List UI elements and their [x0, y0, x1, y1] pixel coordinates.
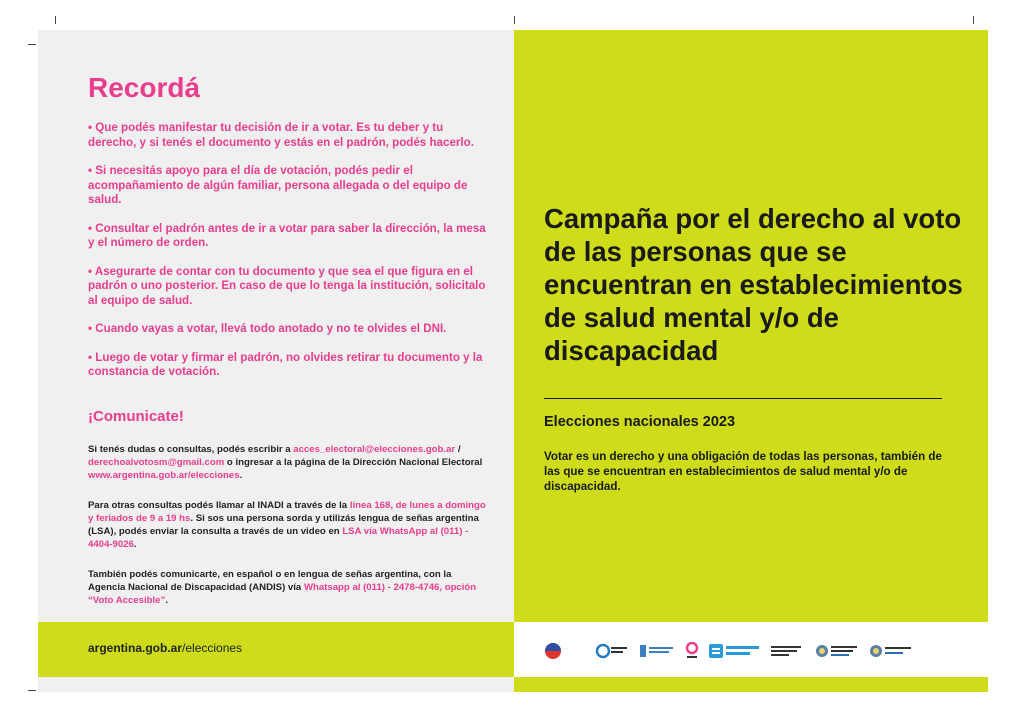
justicia-logo-icon: [815, 642, 859, 660]
crop-mark: [514, 16, 515, 24]
email-link-electoral[interactable]: acces_electoral@elecciones.gob.ar: [293, 444, 456, 455]
campaign-title: Campaña por el derecho al voto de las personas que se encuentran en establecimientos de salud mental y/o de discapacidad: [544, 203, 963, 366]
inadi-line-highlight: línea 168, de lunes a domingo y feriados de 9 a 19 hs: [88, 500, 486, 524]
logo-strip: [544, 640, 964, 662]
crop-mark: [973, 16, 974, 24]
right-panel: [514, 30, 988, 622]
text: Si tenés dudas o consultas, podés escribir a: [88, 444, 294, 455]
circle-flag-logo-icon: [544, 642, 585, 660]
list-item: • Consultar el padrón antes de ir a votar para saber la dirección, la mesa y el número de orden.: [88, 221, 486, 249]
list-item: • Cuando vayas a votar, llevá todo anotado y no te olvides el DNI.: [88, 322, 447, 335]
text: .: [165, 595, 168, 606]
contact-paragraph-andis: [88, 568, 488, 607]
campaign-description: Votar es un derecho y una obligación de todas las personas, también de las que se encuentran en establecimientos de salud mental y/o de discapacidad.: [544, 450, 942, 493]
list-item: • Que podés manifestar tu decisión de ir a votar. Es tu deber y tu derecho, y si tenés el documento y estás en el padrón, podés hacerlo.: [88, 121, 474, 149]
bottom-strip-left: [38, 677, 514, 692]
recorda-heading: Recordá: [88, 72, 201, 103]
lsa-whatsapp-highlight: LSA vía WhatsApp al (011) - 4404-9026: [88, 526, 469, 550]
cloud-logo-icon: [595, 643, 629, 659]
text: .: [239, 470, 243, 481]
ddhh-logo-icon: [771, 643, 805, 659]
contact-paragraph-inadi: [88, 499, 488, 551]
andis-whatsapp-highlight: Whatsapp al (011) - 2478-4746, opción “Voto Accesible”: [88, 582, 477, 606]
list-item: • Luego de votar y firmar el padrón, no olvides retirar tu documento y la constancia de votación.: [88, 350, 483, 378]
footer-url-path: /elecciones: [182, 641, 243, 655]
text: También podés comunicarte, en español o en lengua de señas argentina, con la Agencia Nacional de Discapacidad (ANDIS) vía: [88, 569, 452, 593]
text: . Si sos una persona sorda y utilizás lengua de señas argentina (LSA), podés enviar la consulta a través de un video en: [88, 513, 479, 537]
elections-subtitle: Elecciones nacionales 2023: [544, 414, 736, 430]
footer-url-domain: argentina.gob.ar: [88, 641, 183, 655]
dne-logo-icon: [709, 643, 761, 659]
footer-url[interactable]: [88, 641, 242, 655]
reminder-list: [88, 121, 488, 394]
left-panel: [38, 30, 514, 622]
list-item: • Asegurarte de contar con tu documento y que sea el que figura en el padrón o uno posterior. En caso de que lo tenga la institución, solicitalo al equipo de salud.: [88, 264, 486, 307]
footer-left: [38, 622, 514, 677]
salud-logo-icon: [869, 642, 913, 660]
text: /: [455, 444, 461, 455]
crop-mark: [55, 16, 56, 24]
crop-mark: [28, 690, 36, 691]
text: .: [133, 539, 137, 550]
website-link[interactable]: www.argentina.gob.ar/elecciones: [88, 470, 240, 481]
text: o ingresar a la página de la Dirección Nacional Electoral: [224, 457, 483, 468]
contact-paragraph-email: [88, 443, 488, 482]
email-link-derechoalvoto[interactable]: derechoalvotosm@gmail.com: [88, 457, 225, 468]
divider: [544, 398, 942, 399]
inadi-logo-icon: [685, 642, 699, 660]
list-item: • Si necesitás apoyo para el día de votación, podés pedir el acompañamiento de algún familiar, persona allegada o del equipo de salud.: [88, 164, 468, 206]
text: Para otras consultas podés llamar al INADI a través de la: [88, 500, 350, 511]
crop-mark: [28, 44, 36, 45]
comunicate-heading: ¡Comunicate!: [88, 408, 184, 425]
bottom-strip-right: [514, 677, 988, 692]
footer-logos: [514, 622, 988, 677]
shield-logo-icon: [639, 643, 675, 659]
